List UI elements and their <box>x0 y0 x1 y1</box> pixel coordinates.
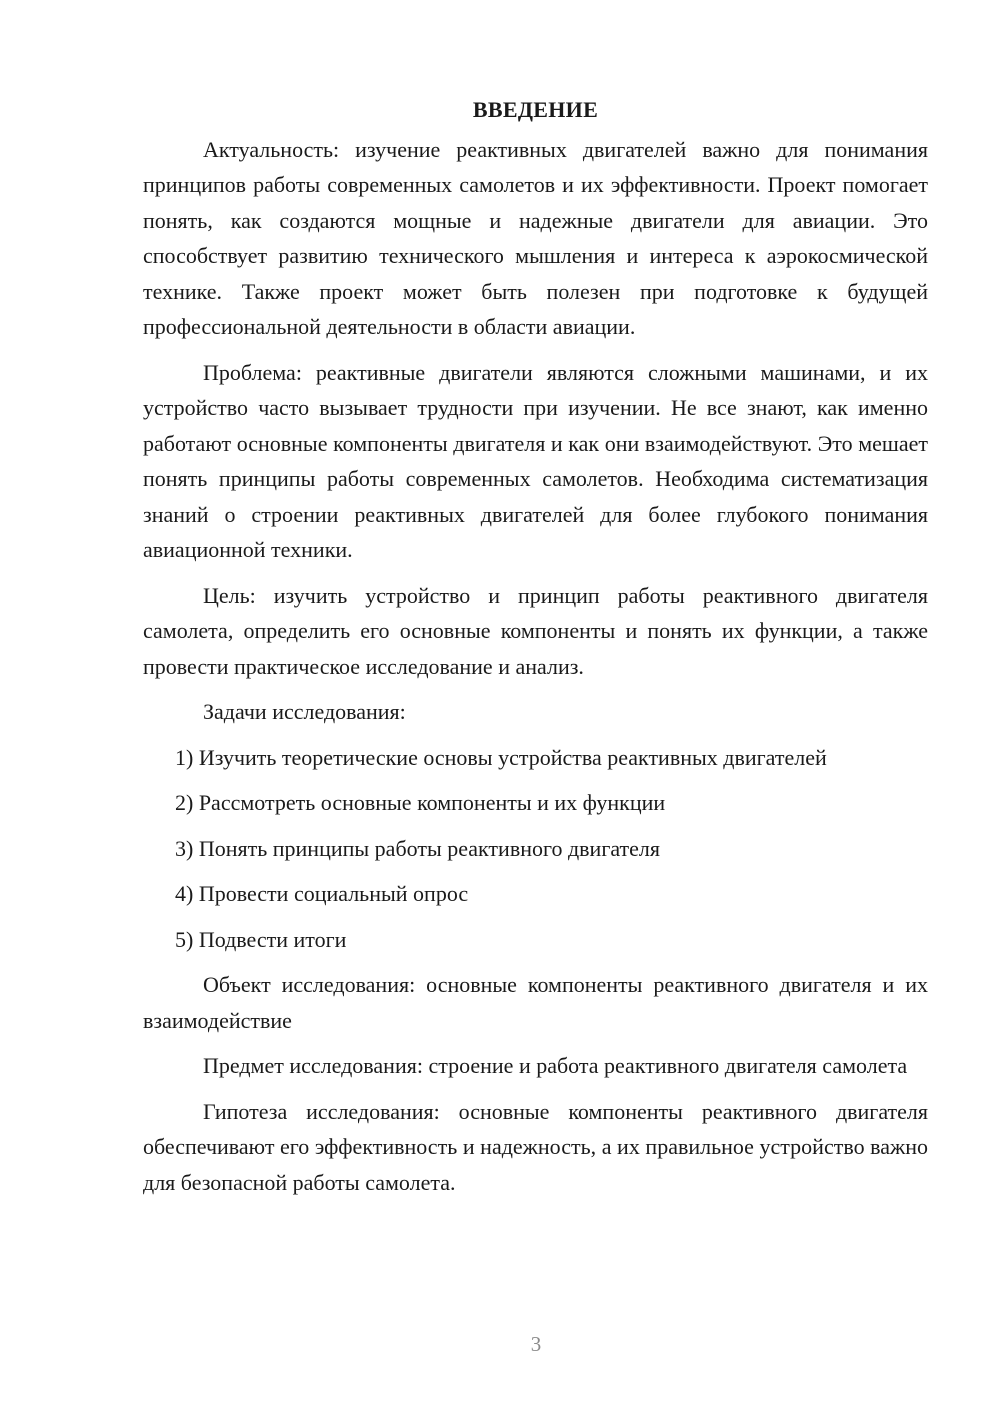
problem-paragraph: Проблема: реактивные двигатели являются сложными машинами, и их устройство часто вызывает трудности при изучении. Не все знают, как именно работают основные компоненты двигателя и как они взаимодействуют. Это мешает понять принципы работы современных самолетов. Необходима систематизация знаний о строении реактивных двигателей для более глубокого понимания авиационной техники. <box>143 359 928 562</box>
section-heading: ВВЕДЕНИЕ <box>472 97 599 122</box>
task-item: 1) Изучить теоретические основы устройства реактивных двигателей <box>175 744 827 770</box>
subject-paragraph: Предмет исследования: строение и работа реактивного двигателя самолета <box>203 1053 908 1078</box>
task-item: 5) Подвести итоги <box>175 926 347 952</box>
page-content <box>143 92 928 1210</box>
task-item: 4) Провести социальный опрос <box>175 881 469 906</box>
hypothesis-paragraph: Гипотеза исследования: основные компоненты реактивного двигателя обеспечивают его эффективность и надежность, а их правильное устройство важно для безопасной работы самолета. <box>143 1098 928 1195</box>
task-item: 2) Рассмотреть основные компоненты и их функции <box>175 790 666 815</box>
task-item: 3) Понять принципы работы реактивного двигателя <box>175 835 661 861</box>
relevance-paragraph: Актуальность: изучение реактивных двигателей важно для понимания принципов работы современных самолетов и их эффективности. Проект помогает понять, как создаются мощные и надежные двигатели для авиации. Это способствует развитию технического мышления и интереса к аэрокосмической технике. Также проект может быть полезен при подготовке к будущей профессиональной деятельности в области авиации. <box>143 136 928 339</box>
tasks-title: Задачи исследования: <box>203 699 406 724</box>
goal-paragraph: Цель: изучить устройство и принцип работы реактивного двигателя самолета, определить его основные компоненты и понять их функции, а также провести практическое исследование и анализ. <box>143 582 928 679</box>
tasks-list <box>143 740 928 958</box>
object-paragraph: Объект исследования: основные компоненты реактивного двигателя и их взаимодействие <box>143 972 928 1033</box>
page-number: 3 <box>530 1332 542 1356</box>
